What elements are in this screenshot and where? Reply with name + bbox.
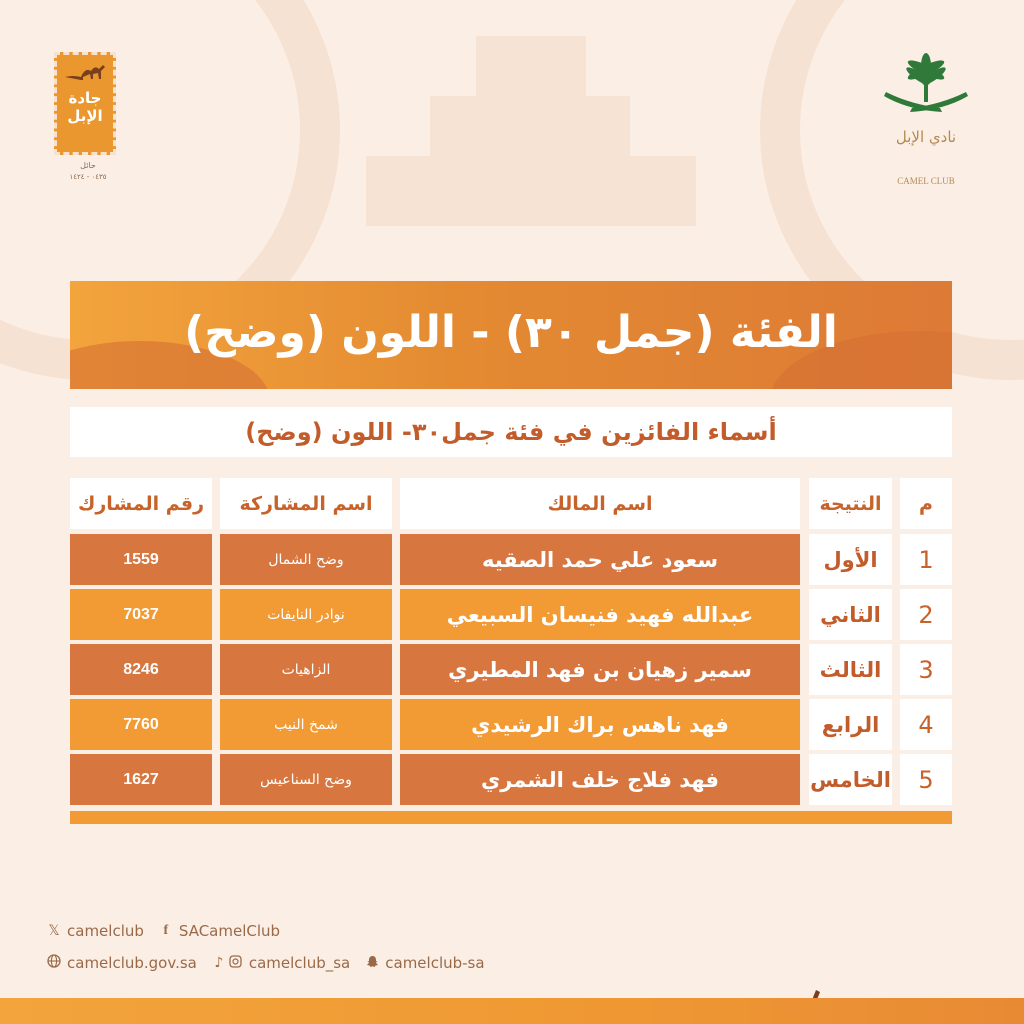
table-row <box>70 534 952 585</box>
page-subtitle: أسماء الفائزين في فئة جمل٣٠- اللون (وضح) <box>245 418 777 446</box>
snapchat-handle: camelclub-sa <box>385 954 485 972</box>
tiktok-instagram-link[interactable] <box>211 954 350 972</box>
camel-club-english-name: CAMEL CLUB <box>897 176 955 186</box>
x-icon: 𝕏 <box>48 923 60 939</box>
row-number: 1 <box>900 534 952 585</box>
row-participant-name: وضح السناعيس <box>220 754 392 805</box>
page-title: الفئة (جمل ٣٠) - اللون (وضح) <box>184 307 838 358</box>
row-result: الأول <box>809 534 892 585</box>
header-owner-name: اسم المالك <box>400 478 800 529</box>
row-result: الرابع <box>809 699 892 750</box>
row-owner-name: سمير زهيان بن فهد المطيري <box>400 644 800 695</box>
row-participant-name: الزاهيات <box>220 644 392 695</box>
row-owner-name: فهد ناهس براك الرشيدي <box>400 699 800 750</box>
row-result: الثاني <box>809 589 892 640</box>
row-result: الثالث <box>809 644 892 695</box>
camel-trail-logo <box>54 52 116 181</box>
table-row <box>70 699 952 750</box>
table-bottom-bar <box>70 811 952 824</box>
row-participant-name: وضح الشمال <box>220 534 392 585</box>
background-step <box>366 156 696 226</box>
camel-club-arabic-name: نادي الإبل <box>895 128 957 146</box>
facebook-handle: SACamelClub <box>178 922 281 940</box>
row-owner-name: فهد فلاج خلف الشمري <box>400 754 800 805</box>
title-banner <box>70 281 952 389</box>
globe-icon <box>46 954 62 972</box>
header-result: النتيجة <box>809 478 892 529</box>
header-number: م <box>900 478 952 529</box>
row-owner-name: عبدالله فهيد فنيسان السبيعي <box>400 589 800 640</box>
x-handle: camelclub <box>67 922 144 940</box>
header-participant-id: رقم المشارك <box>70 478 212 529</box>
row-participant-id: 1559 <box>70 534 212 585</box>
table-row <box>70 644 952 695</box>
instagram-icon <box>228 955 244 972</box>
row-participant-id: 7037 <box>70 589 212 640</box>
row-result: الخامس <box>809 754 892 805</box>
social-row-2 <box>46 954 499 972</box>
website-url: camelclub.gov.sa <box>67 954 197 972</box>
row-participant-name: نوادر النايفات <box>220 589 392 640</box>
header-participant-name: اسم المشاركة <box>220 478 392 529</box>
background-step <box>476 36 586 96</box>
row-number: 3 <box>900 644 952 695</box>
website-link[interactable] <box>46 954 197 972</box>
facebook-link[interactable] <box>158 922 280 940</box>
logo-wordmark: جادة الإبل <box>67 89 103 125</box>
row-participant-id: 1627 <box>70 754 212 805</box>
row-number: 4 <box>900 699 952 750</box>
snapchat-icon <box>364 955 380 972</box>
logo-caption: حائل <box>80 161 96 170</box>
row-number: 2 <box>900 589 952 640</box>
table-row <box>70 754 952 805</box>
footer-band <box>0 998 1024 1024</box>
tiktok-icon: ♪ <box>214 955 224 971</box>
row-participant-id: 8246 <box>70 644 212 695</box>
row-participant-name: شمخ النيب <box>220 699 392 750</box>
row-number: 5 <box>900 754 952 805</box>
row-owner-name: سعود علي حمد الصقيه <box>400 534 800 585</box>
row-participant-id: 7760 <box>70 699 212 750</box>
logo-date: ٠٤٣٥ - ١٤٢٤ <box>69 173 107 181</box>
background-step <box>430 96 630 156</box>
facebook-icon: f <box>163 923 169 938</box>
social-row-1 <box>46 922 294 940</box>
camel-club-logo <box>880 52 972 188</box>
camel-icon <box>63 61 107 81</box>
x-link[interactable] <box>46 922 144 940</box>
tiktok-instagram-handle: camelclub_sa <box>248 954 351 972</box>
table-row <box>70 589 952 640</box>
table-header-row <box>70 478 952 529</box>
palm-swords-emblem-icon <box>880 52 972 122</box>
snapchat-link[interactable] <box>364 954 484 972</box>
subtitle-box <box>70 407 952 457</box>
